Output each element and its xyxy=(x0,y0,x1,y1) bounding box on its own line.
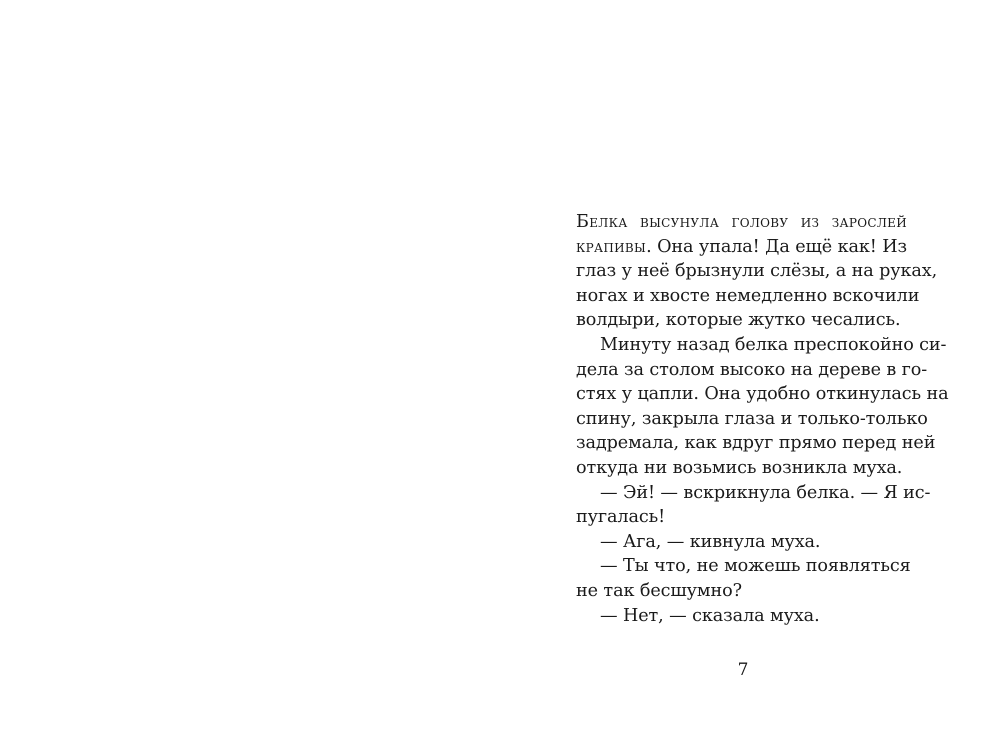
dialogue-line: — Ты что, не можешь появляться xyxy=(600,556,911,577)
dialogue-line: — Нет, — сказала муха. xyxy=(600,605,820,626)
text-line: стях у цапли. Она удобно откинулась на xyxy=(576,384,949,405)
chapter-text xyxy=(576,210,949,628)
opening-line-2-rest: . Она упала! Да ещё как! Из xyxy=(646,236,907,257)
text-line: ногах и хвосте немедленно вскочили xyxy=(576,285,920,306)
text-line: спину, закрыла глаза и только-только xyxy=(576,408,928,429)
text-line: волдыри, которые жутко чесались. xyxy=(576,310,901,331)
text-line: глаз у неё брызнули слёзы, а на руках, xyxy=(576,261,938,282)
opening-line: Белка высунула голову из зарослей xyxy=(576,212,907,232)
right-page xyxy=(500,0,1001,739)
page-number: 7 xyxy=(737,660,749,680)
left-page-blank xyxy=(0,0,500,739)
opening-line-2 xyxy=(576,235,907,260)
dialogue-line: не так бесшумно? xyxy=(576,580,742,601)
text-line: дела за столом высоко на дереве в го- xyxy=(576,359,928,380)
dialogue-line: — Ага, — кивнула муха. xyxy=(600,531,821,552)
opening-caps-word: крапивы xyxy=(576,236,647,257)
dialogue-line: — Эй! — вскрикнула белка. — Я ис- xyxy=(600,482,931,503)
dialogue-line: пугалась! xyxy=(576,507,666,528)
text-line: откуда ни возьмись возникла муха. xyxy=(576,457,903,478)
text-line: задремала, как вдруг прямо перед ней xyxy=(576,433,936,454)
text-line: Минуту назад белка преспокойно си- xyxy=(600,334,947,355)
